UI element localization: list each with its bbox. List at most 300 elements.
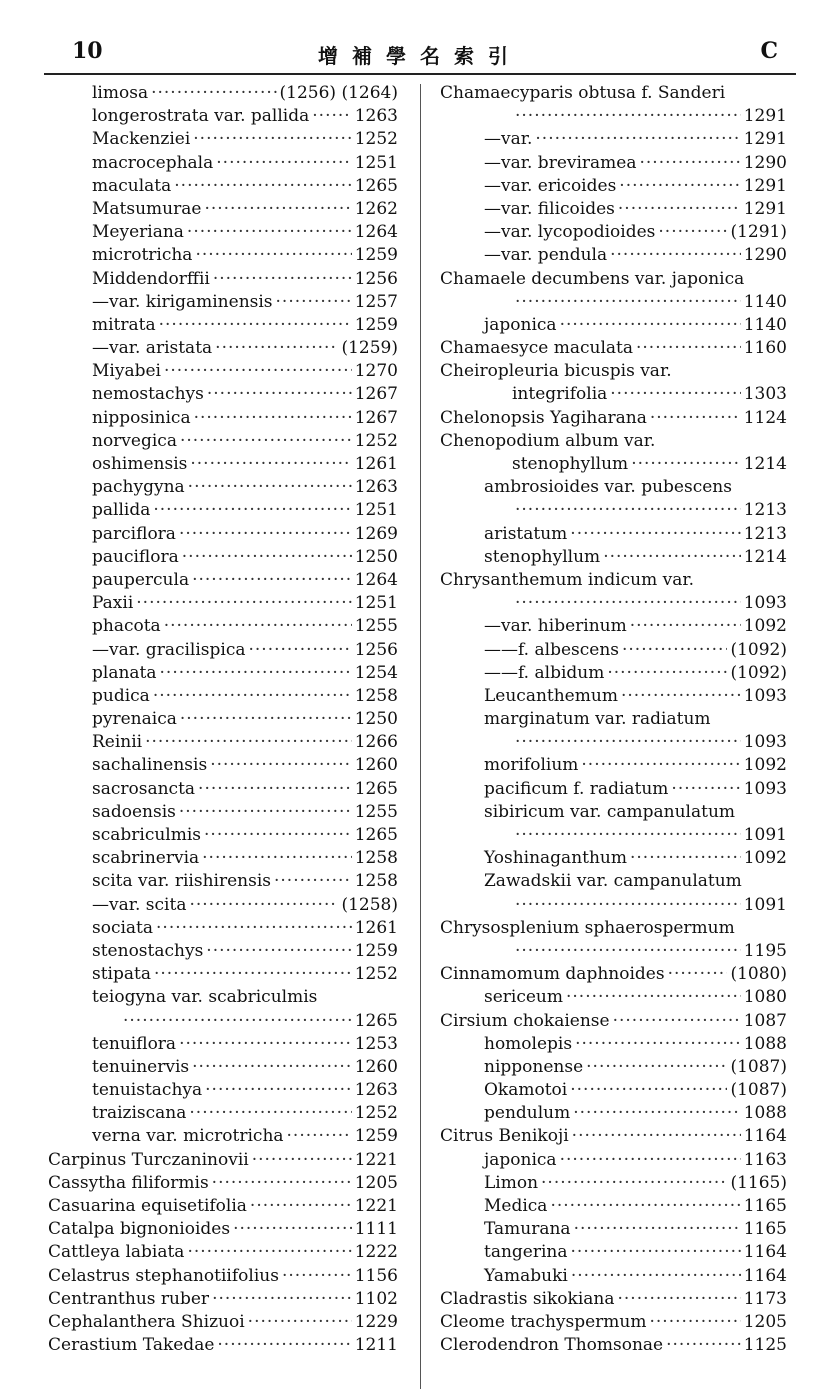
index-entry: [48, 1010, 398, 1033]
entry-page-ref: 1270: [354, 361, 398, 382]
leader-dots: [151, 82, 276, 105]
leader-dots: [188, 476, 352, 499]
entry-page-ref: (1256) (1264): [279, 83, 398, 103]
entry-page-ref: 1087: [743, 1010, 787, 1031]
entry-term: japonica: [484, 314, 557, 335]
index-entry: [440, 291, 787, 314]
entry-page-ref: 1093: [743, 685, 787, 706]
entry-term: oshimensis: [92, 454, 188, 474]
entry-term: Mackenziei: [92, 129, 191, 150]
entry-term: Zawadskii var. campanulatum: [484, 871, 742, 892]
leader-dots: [622, 639, 727, 662]
entry-page-ref: 1092: [743, 755, 787, 776]
leader-dots: [566, 986, 741, 1009]
leader-dots: [153, 685, 352, 708]
entry-term: Chrysanthemum indicum var.: [440, 569, 695, 590]
leader-dots: [136, 592, 351, 615]
entry-page-ref: 1205: [354, 1172, 398, 1193]
leader-dots: [541, 1172, 727, 1195]
index-entry: [48, 569, 398, 592]
entry-term: Carpinus Turczaninovii: [48, 1149, 249, 1170]
entry-page-ref: (1092): [730, 662, 787, 683]
entry-term: limosa: [92, 83, 149, 103]
entry-page-ref: (1080): [730, 964, 787, 985]
entry-page-ref: 1260: [354, 755, 398, 776]
leader-dots: [535, 128, 740, 151]
entry-page-ref: 1291: [743, 175, 787, 196]
leader-dots: [159, 314, 352, 337]
entry-page-ref: 1195: [743, 940, 787, 961]
entry-page-ref: 1250: [354, 709, 398, 730]
index-entry: [440, 824, 787, 847]
entry-term: Chamaele decumbens var. japonica: [440, 268, 745, 289]
leader-dots: [180, 430, 352, 453]
index-entry: [48, 963, 398, 986]
leader-dots: [610, 383, 740, 406]
leader-dots: [180, 708, 352, 731]
leader-dots: [618, 198, 741, 221]
entry-term: sadoensis: [92, 801, 176, 822]
index-entry: [440, 314, 787, 337]
entry-term: sociata: [92, 917, 154, 938]
entry-page-ref: 1102: [354, 1288, 398, 1309]
entry-term: Leucanthemum: [484, 685, 618, 706]
index-entry: [440, 1056, 787, 1079]
entry-term: Chelonopsis Yagiharana: [440, 407, 647, 428]
entry-term: scita var. riishirensis: [92, 871, 271, 892]
index-entry: [48, 476, 398, 499]
leader-dots: [515, 731, 741, 754]
leader-dots: [515, 105, 741, 128]
index-entry: [440, 801, 787, 824]
entry-page-ref: 1164: [743, 1242, 787, 1263]
leader-dots: [571, 1265, 741, 1288]
index-entry: [440, 407, 787, 430]
entry-term: sachalinensis: [92, 755, 208, 776]
entry-page-ref: 1229: [354, 1311, 398, 1332]
index-entry: [440, 1218, 787, 1241]
entry-term: verna var. microtricha: [92, 1126, 284, 1147]
index-entry: [440, 754, 787, 777]
entry-page-ref: 1093: [743, 732, 787, 753]
entry-page-ref: 1213: [743, 523, 787, 544]
entry-term: —var. breviramea: [484, 152, 637, 173]
entry-page-ref: 1125: [743, 1335, 787, 1356]
entry-term: Yamabuki: [484, 1265, 568, 1286]
page-header: [38, 36, 802, 70]
entry-term: —var. filicoides: [484, 198, 615, 219]
leader-dots: [671, 778, 740, 801]
leader-dots: [190, 453, 351, 476]
leader-dots: [570, 1079, 727, 1102]
index-entry: [48, 592, 398, 615]
index-entry: [48, 1311, 398, 1334]
entry-page-ref: 1165: [743, 1219, 787, 1240]
leader-dots: [248, 639, 351, 662]
leader-dots: [560, 314, 741, 337]
leader-dots: [274, 870, 352, 893]
header-rule: [44, 73, 796, 75]
entry-page-ref: 1088: [743, 1103, 787, 1124]
entry-page-ref: 1213: [743, 500, 787, 521]
leader-dots: [621, 685, 741, 708]
index-entry: [440, 128, 787, 151]
entry-term: Miyabei: [92, 361, 161, 382]
index-entry: [440, 731, 787, 754]
entry-term: Clerodendron Thomsonae: [440, 1335, 664, 1356]
entry-term: nipponense: [484, 1056, 584, 1077]
index-entry: [440, 1149, 787, 1172]
entry-page-ref: 1291: [743, 106, 787, 127]
entry-term: —var. scita: [92, 894, 187, 915]
leader-dots: [607, 662, 727, 685]
index-entry: [48, 685, 398, 708]
entry-term: teiogyna var. scabriculmis: [92, 987, 318, 1008]
entry-term: paupercula: [92, 569, 190, 590]
entry-page-ref: 1214: [743, 546, 787, 567]
entry-term: Cleome trachyspermum: [440, 1311, 647, 1332]
entry-term: Cladrastis sikokiana: [440, 1288, 615, 1309]
entry-page-ref: 1205: [743, 1311, 787, 1332]
leader-dots: [207, 383, 352, 406]
entry-term: Centranthus ruber: [48, 1288, 210, 1309]
leader-dots: [217, 1334, 351, 1357]
entry-page-ref: 1163: [743, 1149, 787, 1170]
entry-term: pendulum: [484, 1103, 571, 1124]
entry-term: Okamotoi: [484, 1080, 568, 1101]
entry-term: tenuistachya: [92, 1080, 203, 1101]
entry-term: Cerastium Takedae: [48, 1335, 215, 1356]
index-entry: [440, 152, 787, 175]
entry-page-ref: 1093: [743, 778, 787, 799]
entry-page-ref: 1253: [354, 1033, 398, 1054]
entry-term: Matsumurae: [92, 198, 202, 219]
entry-page-ref: 1124: [743, 407, 787, 428]
entry-page-ref: 1260: [354, 1056, 398, 1077]
entry-term: Casuarina equisetifolia: [48, 1196, 247, 1216]
index-entry: [440, 894, 787, 917]
entry-page-ref: 1080: [743, 987, 787, 1008]
index-entry: [48, 82, 398, 105]
index-entry: [440, 1033, 787, 1056]
index-entry: [440, 1334, 787, 1357]
entry-term: —var. gracilispica: [92, 639, 246, 660]
leader-dots: [613, 1010, 741, 1033]
leader-dots: [649, 1311, 740, 1334]
index-entry: [440, 1241, 787, 1264]
entry-page-ref: 1259: [354, 1126, 398, 1147]
entry-page-ref: 1173: [743, 1288, 787, 1309]
entry-page-ref: 1221: [354, 1149, 398, 1170]
leader-dots: [572, 1125, 741, 1148]
leader-dots: [581, 754, 740, 777]
entry-page-ref: 1252: [354, 1103, 398, 1124]
leader-dots: [195, 244, 351, 267]
entry-term: Tamurana: [484, 1219, 571, 1240]
entry-page-ref: 1259: [354, 940, 398, 961]
entry-page-ref: 1251: [354, 593, 398, 614]
entry-term: pyrenaica: [92, 709, 177, 730]
index-entry: [48, 1102, 398, 1125]
index-entry: [48, 1079, 398, 1102]
entry-page-ref: 1252: [354, 129, 398, 150]
leader-dots: [153, 499, 351, 522]
left-column: [48, 82, 398, 1357]
leader-dots: [603, 546, 741, 569]
index-entry: [440, 523, 787, 546]
index-entry: [48, 105, 398, 128]
index-entry: [48, 1241, 398, 1264]
entry-page-ref: 1255: [354, 801, 398, 822]
entry-page-ref: 1262: [354, 198, 398, 219]
leader-dots: [276, 291, 352, 314]
entry-page-ref: 1267: [354, 384, 398, 405]
entry-term: stenophyllum: [512, 454, 629, 474]
index-entry: [48, 1149, 398, 1172]
entry-page-ref: 1264: [354, 222, 398, 243]
index-entry: [48, 244, 398, 267]
index-entry: [48, 1288, 398, 1311]
entry-term: tenuinervis: [92, 1056, 190, 1077]
entry-page-ref: 1140: [743, 291, 787, 312]
index-entry: [440, 268, 787, 291]
entry-term: macrocephala: [92, 152, 214, 173]
entry-page-ref: 1256: [354, 268, 398, 289]
leader-dots: [179, 1033, 352, 1056]
index-entry: [48, 314, 398, 337]
leader-dots: [154, 963, 352, 986]
leader-dots: [571, 1241, 741, 1264]
entry-page-ref: 1092: [743, 616, 787, 637]
entry-page-ref: 1164: [743, 1126, 787, 1147]
index-entry: [48, 847, 398, 870]
index-entry: [440, 1288, 787, 1311]
index-entry: [440, 360, 787, 383]
index-entry: [440, 917, 787, 940]
index-entry: [48, 1033, 398, 1056]
entry-term: stenophyllum: [484, 546, 601, 567]
index-entry: [440, 337, 787, 360]
leader-dots: [189, 894, 338, 917]
leader-dots: [212, 1288, 352, 1311]
entry-term: Chrysosplenium sphaerospermum: [440, 917, 735, 938]
index-entry: [440, 870, 787, 893]
entry-page-ref: 1255: [354, 616, 398, 637]
index-entry: [48, 499, 398, 522]
leader-dots: [636, 337, 741, 360]
index-entry: [440, 708, 787, 731]
entry-term: nemostachys: [92, 384, 204, 405]
index-entry: [48, 708, 398, 731]
leader-dots: [586, 1056, 727, 1079]
leader-dots: [174, 175, 351, 198]
entry-page-ref: 1251: [354, 500, 398, 521]
index-entry: [48, 337, 398, 360]
entry-page-ref: (1165): [730, 1172, 787, 1193]
page-title: 增補學名索引: [318, 44, 522, 68]
index-entry: [48, 778, 398, 801]
entry-term: pudica: [92, 685, 150, 706]
leader-dots: [192, 1056, 352, 1079]
entry-page-ref: 1258: [354, 871, 398, 892]
entry-term: scabrinervia: [92, 848, 200, 869]
index-entry: [48, 383, 398, 406]
entry-page-ref: 1165: [743, 1196, 787, 1216]
entry-term: morifolium: [484, 755, 579, 776]
index-entry: [48, 546, 398, 569]
index-entry: [440, 244, 787, 267]
leader-dots: [560, 1149, 741, 1172]
index-entry: [48, 894, 398, 917]
entry-term: Cirsium chokaiense: [440, 1010, 610, 1031]
index-entry: [440, 546, 787, 569]
entry-term: microtricha: [92, 245, 193, 266]
entry-page-ref: 1140: [743, 314, 787, 335]
entry-term: Yoshinaganthum: [484, 848, 627, 869]
leader-dots: [282, 1265, 352, 1288]
leader-dots: [213, 268, 352, 291]
entry-term: stipata: [92, 964, 151, 985]
index-entry: [440, 383, 787, 406]
index-entry: [48, 662, 398, 685]
index-entry: [440, 986, 787, 1009]
index-entry: [48, 731, 398, 754]
index-entry: [440, 685, 787, 708]
index-entry: [48, 291, 398, 314]
leader-dots: [182, 546, 352, 569]
index-entry: [48, 1172, 398, 1195]
index-entry: [48, 430, 398, 453]
leader-dots: [202, 847, 352, 870]
entry-page-ref: 1290: [743, 245, 787, 266]
leader-dots: [575, 1033, 741, 1056]
leader-dots: [312, 105, 351, 128]
entry-term: —var. kirigaminensis: [92, 291, 273, 312]
index-entry: [48, 523, 398, 546]
leader-dots: [619, 175, 740, 198]
leader-dots: [156, 917, 352, 940]
entry-term: planata: [92, 662, 157, 683]
leader-dots: [570, 523, 740, 546]
entry-term: marginatum var. radiatum: [484, 709, 711, 730]
leader-dots: [574, 1218, 741, 1241]
entry-term: Cephalanthera Shizuoi: [48, 1311, 245, 1332]
leader-dots: [210, 754, 352, 777]
leader-dots: [515, 894, 741, 917]
index-entry: [48, 1125, 398, 1148]
index-entry: [48, 870, 398, 893]
entry-term: pacificum f. radiatum: [484, 778, 669, 799]
leader-dots: [194, 407, 352, 430]
entry-term: norvegica: [92, 430, 177, 451]
leader-dots: [216, 152, 351, 175]
entry-page-ref: 1093: [743, 593, 787, 614]
index-entry: [440, 1311, 787, 1334]
leader-dots: [233, 1218, 352, 1241]
entry-page-ref: 1111: [354, 1219, 398, 1240]
entry-term: Celastrus stephanotiifolius: [48, 1265, 279, 1286]
leader-dots: [179, 801, 352, 824]
entry-term: longerostrata var. pallida: [92, 106, 310, 127]
leader-dots: [668, 963, 728, 986]
index-entry: [48, 1218, 398, 1241]
index-entry: [440, 1125, 787, 1148]
leader-dots: [206, 940, 351, 963]
entry-term: —var.: [484, 129, 533, 150]
entry-page-ref: 1091: [743, 894, 787, 915]
leader-dots: [205, 1079, 352, 1102]
index-entry: [440, 1079, 787, 1102]
entry-term: Cheiropleuria bicuspis var.: [440, 361, 672, 382]
leader-dots: [573, 1102, 741, 1125]
entry-page-ref: 1214: [743, 454, 787, 474]
entry-page-ref: 1291: [743, 198, 787, 219]
leader-dots: [204, 824, 352, 847]
entry-page-ref: (1087): [730, 1080, 787, 1101]
entry-page-ref: 1156: [354, 1265, 398, 1286]
index-entry: [48, 1056, 398, 1079]
leader-dots: [187, 1241, 351, 1264]
entry-page-ref: 1258: [354, 848, 398, 869]
leader-dots: [204, 198, 351, 221]
entry-page-ref: 1263: [354, 106, 398, 127]
right-column: [440, 82, 787, 1357]
entry-page-ref: 1251: [354, 152, 398, 173]
index-entry: [48, 407, 398, 430]
index-entry: [48, 268, 398, 291]
entry-term: pachygyna: [92, 477, 185, 498]
entry-page-ref: 1259: [354, 245, 398, 266]
leader-dots: [215, 337, 338, 360]
leader-dots: [198, 778, 352, 801]
entry-term: Chamaesyce maculata: [440, 338, 633, 359]
index-entry: [48, 801, 398, 824]
index-entry: [440, 963, 787, 986]
index-entry: [48, 128, 398, 151]
entry-term: ——f. albidum: [484, 662, 605, 683]
entry-term: Limon: [484, 1172, 539, 1193]
entry-page-ref: 1221: [354, 1196, 398, 1216]
index-entry: [440, 662, 787, 685]
entry-page-ref: 1258: [354, 685, 398, 706]
leader-dots: [179, 523, 352, 546]
entry-page-ref: 1269: [354, 523, 398, 544]
entry-term: maculata: [92, 175, 172, 196]
leader-dots: [187, 221, 352, 244]
leader-dots: [550, 1195, 740, 1218]
index-entry: [48, 639, 398, 662]
index-entry: [48, 1265, 398, 1288]
entry-page-ref: 1290: [743, 152, 787, 173]
index-entry: [48, 198, 398, 221]
entry-term: aristatum: [484, 523, 568, 544]
index-entry: [440, 499, 787, 522]
entry-page-ref: 1211: [354, 1335, 398, 1356]
leader-dots: [658, 221, 727, 244]
entry-page-ref: 1092: [743, 848, 787, 869]
entry-page-ref: 1250: [354, 546, 398, 567]
leader-dots: [610, 244, 741, 267]
entry-term: tangerina: [484, 1242, 568, 1263]
leader-dots: [630, 847, 741, 870]
leader-dots: [145, 731, 352, 754]
leader-dots: [248, 1311, 352, 1334]
index-entry: [440, 1172, 787, 1195]
leader-dots: [630, 615, 741, 638]
leader-dots: [192, 569, 352, 592]
leader-dots: [193, 128, 351, 151]
entry-term: phacota: [92, 616, 161, 637]
